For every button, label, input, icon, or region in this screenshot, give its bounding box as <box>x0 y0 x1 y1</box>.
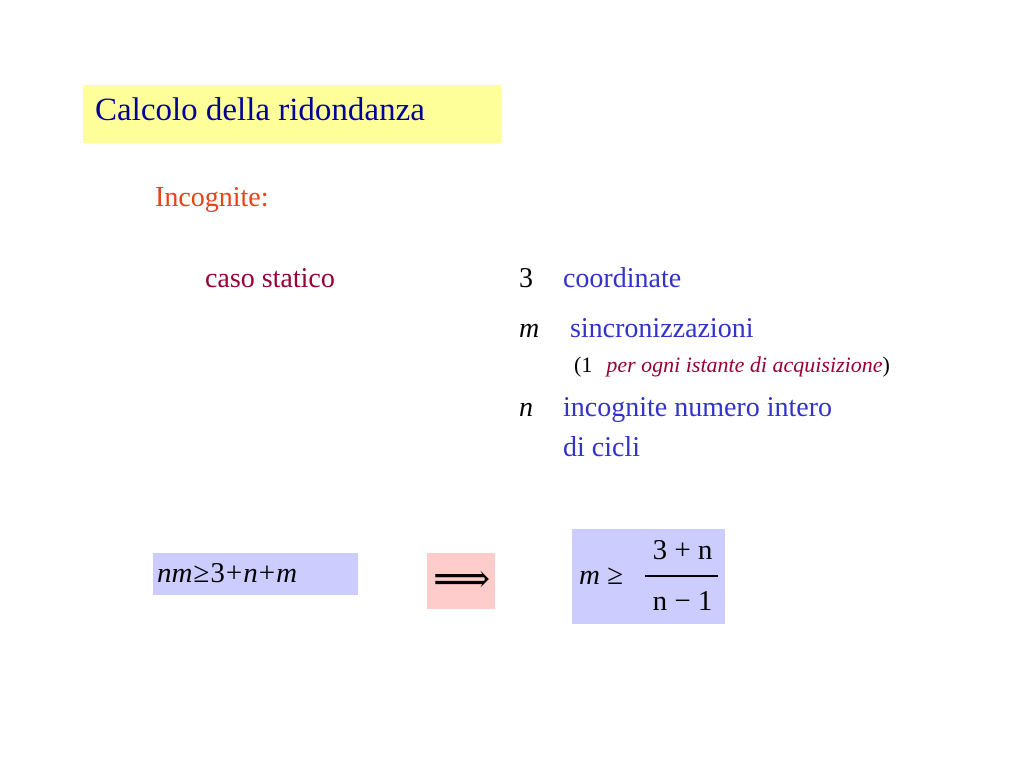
equation-term-constant: 3 <box>210 557 225 589</box>
note-text: per ogni istante di acquisizione <box>606 352 883 377</box>
equation-relation: ≥ <box>193 557 210 589</box>
fraction-bar <box>645 575 718 577</box>
unknown-description-ambiguities-line2: di cicli <box>563 432 640 463</box>
result-lhs-variable: m <box>579 559 600 591</box>
note-prefix: (1 <box>574 352 593 377</box>
equation-term-m: m <box>276 557 298 589</box>
result-relation: ≥ <box>607 559 624 591</box>
implies-arrow-icon: ⟹ <box>433 556 491 602</box>
unknown-description-coordinates: coordinate <box>563 263 682 294</box>
case-label: caso statico <box>205 263 335 294</box>
equation-lhs: nm <box>157 557 193 589</box>
unknown-symbol-ambiguities: n <box>519 392 533 423</box>
unknown-symbol-synchronizations: m <box>519 313 540 344</box>
redundancy-condition <box>157 557 297 590</box>
result-lhs <box>579 559 623 592</box>
equation-plus-sign: + <box>258 557 276 589</box>
fraction-denominator: n − 1 <box>652 585 713 617</box>
unknowns-heading: Incognite: <box>155 182 269 213</box>
unknown-description-synchronizations: sincronizzazioni <box>570 313 754 344</box>
unknown-description-ambiguities: incognite numero intero <box>563 392 833 423</box>
slide-title: Calcolo della ridondanza <box>95 92 425 128</box>
equation-term-n: n <box>243 557 258 589</box>
synchronization-note <box>574 352 890 378</box>
unknown-symbol-coordinates: 3 <box>519 263 533 294</box>
equation-plus-sign: + <box>225 557 243 589</box>
note-suffix: ) <box>882 352 890 377</box>
fraction-numerator: 3 + n <box>652 534 713 566</box>
